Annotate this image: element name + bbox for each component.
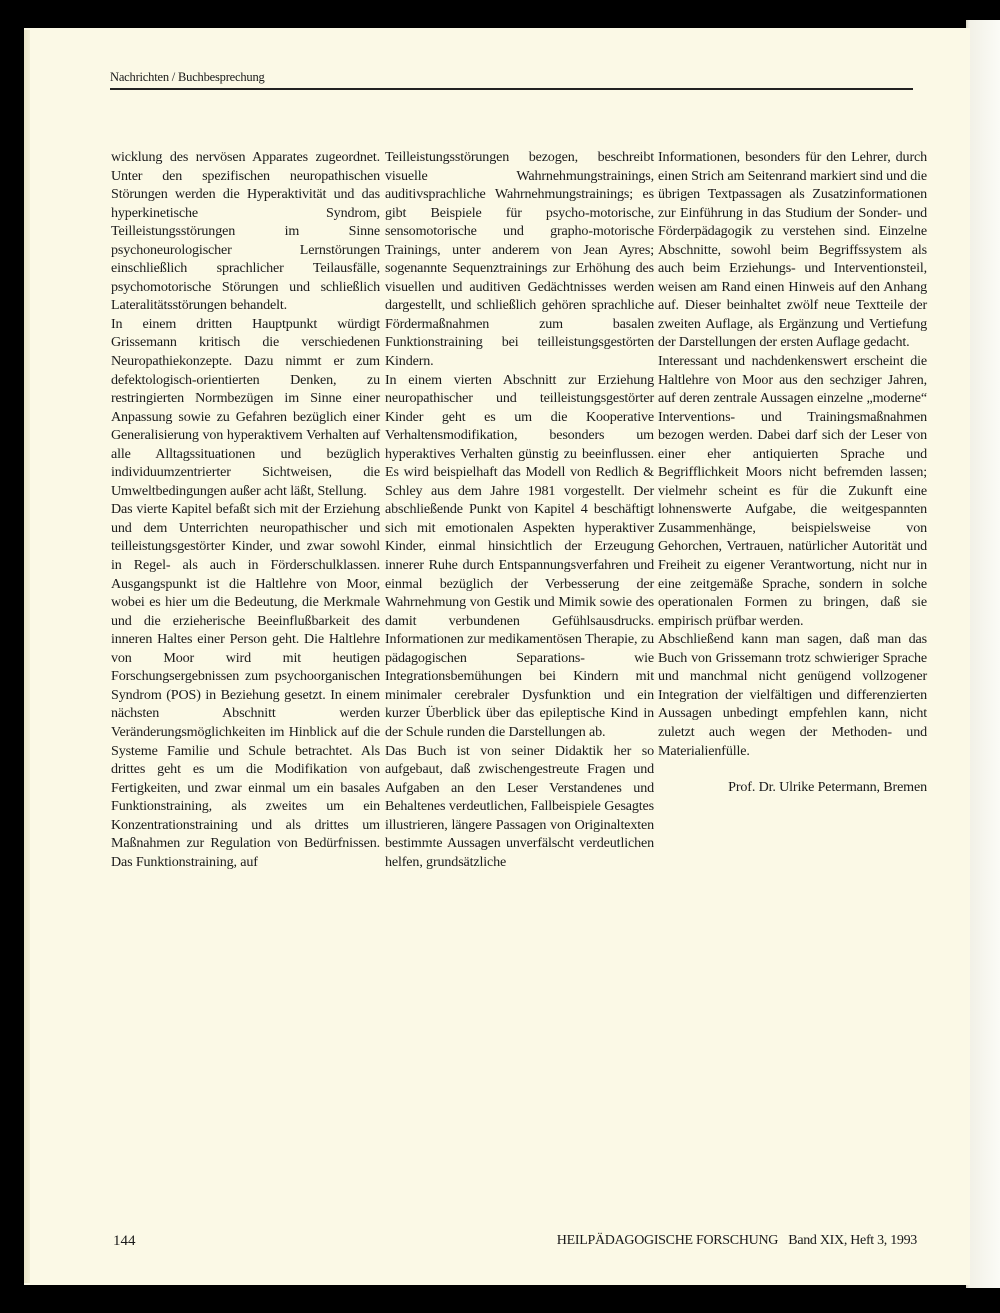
page-binding-edge — [24, 30, 30, 1283]
paragraph: In einem vierten Abschnitt zur Erziehung neuropathischer und teilleistungsgestörter Kinder geht es um die Kooperative Verhaltensmodifikation, besonders um hyperaktives Verhalten günstig zu beeinflussen. Es wird beispielhaft das Modell von Redlich & Schley aus dem Jahre 1981 vorgestellt. Der abschließende Punkt von Kapitel 4 beschäftigt sich mit emotionalen Aspekten hyperaktiver Kinder, einmal hinsichtlich der Erzeugung innerer Ruhe durch Entspannungsverfahren und einmal bezüglich der Verbesserung der Wahrnehmung von Gestik und Mimik sowie des damit verbundenen Gefühlsausdrucks. Informationen zur medikamentösen Therapie, zu pädagogischen Separations- wie Integrationsbemühungen bei Kindern mit minimaler cerebraler Dysfunktion und ein kurzer Überblick über das epileptische Kind in der Schule runden die Darstellungen ab. — [385, 371, 654, 740]
running-header: Nachrichten / Buchbesprechung — [110, 70, 265, 84]
text-column-1 — [111, 148, 380, 871]
adjacent-page-edge — [966, 20, 1000, 1288]
paragraph: Das vierte Kapitel befaßt sich mit der Erziehung und dem Unterrichten neuropathischer und teilleistungsgestörter Kinder, und zwar sowohl in Regel- als auch in Förderschulklassen. Ausgangspunkt ist die Haltlehre von Moor, wobei es hier um die Bedeutung, die Merkmale und die erzieherische Beeinflußbarkeit des inneren Haltes einer Person geht. Die Haltlehre von Moor wird mit heutigen Forschungsergebnissen zum psychoorganischen Syndrom (POS) in Beziehung gesetzt. In einem nächsten Abschnitt werden Veränderungsmöglichkeiten im Hinblick auf die Systeme Familie und Schule betrachtet. Als drittes geht es um die Modifikation von Fertigkeiten, und zwar einmal um ein basales Funktionstraining, als zweites um ein Konzentrationstraining und als drittes um Maßnahmen zur Regulation von Bedürfnissen. Das Funktionstraining, auf — [111, 501, 380, 870]
text-column-3 — [658, 148, 927, 797]
reviewer-signature: Prof. Dr. Ulrike Petermann, Bremen — [728, 779, 927, 796]
paragraph: In einem dritten Hauptpunkt würdigt Grissemann kritisch die verschiedenen Neuropathiekonzepte. Dazu nimmt er zum defektologisch-orientierten Denken, zu restringierten Normbezügen im Sinne einer Anpassung sowie zu Gefahren bezüglich einer Generalisierung von hyperaktivem Verhalten auf alle Alltagssituationen und bezüglich individuumzentrierter Sichtweisen, die Umweltbedingungen außer acht läßt, Stellung. — [111, 315, 380, 499]
paragraph: wicklung des nervösen Apparates zugeordnet. Unter den spezifischen neuropathischen Störungen werden die Hyperaktivität und das hyperkinetische Syndrom, Teilleistungsstörungen im Sinne psychoneurologischer Lernstörungen einschließlich sprachlicher Teilausfälle, psychomotorische Störungen und schließlich Lateralitätsstörungen behandelt. — [111, 149, 380, 314]
paragraph: Teilleistungsstörungen bezogen, beschreibt visuelle Wahrnehmungstrainings, auditivsprachliche Wahrnehmungstrainings; es gibt Beispiele für psycho-motorische, sensomotorische und grapho-motorische Trainings, unter anderem von Jean Ayres; sogenannte Sequenztrainings zur Erhöhung des visuellen und auditiven Gedächtnisses werden dargestellt, und schließlich gehören sprachliche Fördermaßnahmen zum basalen Funktionstraining bei teilleistungsgestörten Kindern. — [385, 149, 654, 370]
paragraph: Informationen, besonders für den Lehrer, durch einen Strich am Seitenrand markiert sind und die übrigen Textpassagen als Zusatzinformationen zur Einführung in das Studium der Sonder- und Förderpädagogik zu verstehen sind. Einzelne Abschnitte, sowohl beim Begriffssystem als auch beim Erziehungs- und Interventionsteil, weisen am Rand einen Hinweis auf den Anhang auf. Dieser beinhaltet zwölf neue Textteile der zweiten Auflage, als Ergänzung und Vertiefung der Darstellungen der ersten Auflage gedacht. — [658, 149, 927, 351]
page-number: 144 — [113, 1233, 136, 1249]
paragraph: Abschließend kann man sagen, daß man das Buch von Grissemann trotz schwieriger Sprache und manchmal nicht genügend vollzogener Integration der vielfältigen und differenzierten Aussagen unbedingt empfehlen kann, nicht zuletzt auch wegen der Methoden- und Materialienfülle. — [658, 631, 927, 759]
running-footer — [557, 1233, 917, 1249]
header-rule — [110, 88, 913, 90]
paragraph: Interessant und nachdenkenswert erscheint die Haltlehre von Moor aus den sechziger Jahren, auf deren zentrale Aussagen einzelne „moderne“ Interventions- und Trainingsmaßnahmen bezogen werden. Dabei darf sich der Leser von einer eher antiquierten Sprache und Begrifflichkeit Moors nicht befremden lassen; vielmehr scheint es für die Zukunft eine lohnenswerte Aufgabe, die weitgespannten Zusammenhänge, beispielsweise von Gehorchen, Vertrauen, natürlicher Autorität und Freiheit zu eigener Verantwortung, nicht nur in eine zeitgemäße Sprache, sondern in solche operationalen Formen zu bringen, daß sie empirisch prüfbar werden. — [658, 353, 927, 629]
journal-title: HEILPÄDAGOGISCHE FORSCHUNG — [556, 1233, 779, 1248]
paragraph: Das Buch ist von seiner Didaktik her so aufgebaut, daß zwischengestreute Fragen und Aufgaben an den Leser Verstandenes und Behaltenes verdeutlichen, Fallbeispiele Gesagtes illustrieren, längere Passagen von Originaltexten bestimmte Aussagen unverfälscht verdeutlichen helfen, grundsätzliche — [385, 742, 654, 870]
text-column-2 — [385, 148, 654, 871]
issue-info: Band XIX, Heft 3, 1993 — [788, 1233, 917, 1248]
